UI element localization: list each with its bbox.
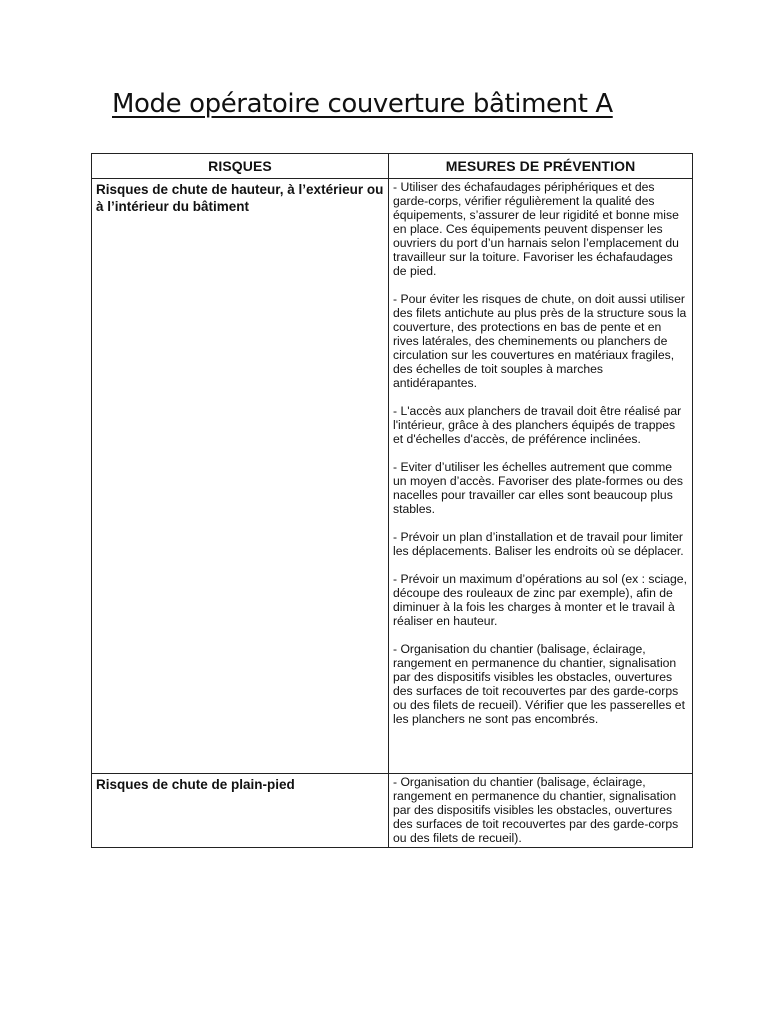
measure-paragraph: - Pour éviter les risques de chute, on doit aussi utiliser des filets antichute au plus près de la structure sous la couverture, des protections en bas de pente et en rives latérales, des cheminements ou planchers de circulation sur les couvertures en matériaux fragiles, des échelles de toit souples à marches antidérapantes. bbox=[393, 292, 687, 390]
measure-paragraph: - L'accès aux planchers de travail doit être réalisé par l'intérieur, grâce à des planchers équipés de trappes et d'échelles d'accès, de préférence inclinées. bbox=[393, 404, 682, 446]
measure-paragraph: - Prévoir un maximum d’opérations au sol (ex : sciage, découpe des rouleaux de zinc par exemple), afin de diminuer à la fois les charges à monter et le travail à réaliser en hauteur. bbox=[393, 572, 687, 628]
header-risks: RISQUES bbox=[92, 154, 389, 179]
risk-cell: Risques de chute de hauteur, à l’extérieur ou à l’intérieur du bâtiment bbox=[92, 179, 389, 774]
table-row bbox=[92, 179, 693, 774]
measures-cell bbox=[389, 774, 693, 848]
measure-paragraph: - Prévoir un plan d’installation et de travail pour limiter les déplacements. Baliser les endroits où se déplacer. bbox=[393, 530, 684, 558]
table-row bbox=[92, 774, 693, 848]
measures-cell bbox=[389, 179, 693, 774]
measure-paragraph: - Organisation du chantier (balisage, éclairage, rangement en permanence du chantier, signalisation par des dispositifs visibles les obstacles, ouvertures des surfaces de toit recouvertes par des garde-corps ou des filets de recueil). bbox=[393, 775, 679, 845]
measure-paragraph: - Eviter d’utiliser les échelles autrement que comme un moyen d’accès. Favoriser des plate-formes ou des nacelles pour travailler car elles sont beaucoup plus stables. bbox=[393, 460, 683, 516]
table-header-row bbox=[92, 154, 693, 179]
risk-cell: Risques de chute de plain-pied bbox=[92, 774, 389, 848]
page-title: Mode opératoire couverture bâtiment A bbox=[112, 89, 613, 119]
risk-prevention-table bbox=[91, 153, 693, 848]
header-measures: MESURES DE PRÉVENTION bbox=[389, 154, 693, 179]
measure-paragraph: - Utiliser des échafaudages périphériques et des garde-corps, vérifier régulièrement la qualité des équipements, s’assurer de leur rigidité et bonne mise en place. Ces équipements peuvent dispenser les ouvriers du port d’un harnais selon l’emplacement du travailleur sur la toiture. Favoriser les échafaudages de pied. bbox=[393, 180, 679, 278]
measure-paragraph: - Organisation du chantier (balisage, éclairage, rangement en permanence du chantier, signalisation par des dispositifs visibles les obstacles, ouvertures des surfaces de toit recouvertes par des garde-corps ou des filets de recueil). Vérifier que les passerelles et les planchers ne sont pas encombrés. bbox=[393, 642, 685, 726]
